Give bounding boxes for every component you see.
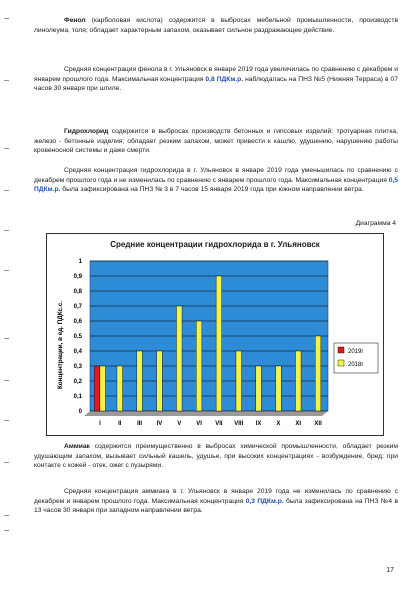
binding-margin-marks xyxy=(4,0,10,600)
bar-2018 xyxy=(137,351,143,411)
term-hydrochloride: Гидрохлорид xyxy=(64,128,109,135)
bar-2018 xyxy=(196,321,202,411)
bar-2018 xyxy=(157,351,163,411)
legend-swatch xyxy=(338,360,344,366)
y-tick-label: 0,1 xyxy=(73,394,82,400)
hydrochloride-max-value: 0,5 ПДКм.р. xyxy=(34,176,398,194)
paragraph-hydrochloride-definition xyxy=(34,127,398,156)
bar-2018 xyxy=(236,351,242,411)
ammonia-concentration-text-end: была зафиксирована на ПНЗ №4 в 13 часов 30 января при западном направлении ветра. xyxy=(34,497,399,515)
paragraph-phenol-concentration xyxy=(34,65,398,94)
x-tick-label: VII xyxy=(215,421,223,427)
x-tick-label: XI xyxy=(295,421,302,427)
ammonia-definition-text: содержится преимущественно в выбросах химической промышленности, обладает резким удушающим запахом, вызывает сильный кашель, удушье, при высоких концентрациях - возбуждение, бред; при контакте с кожей - отек, ожег с пузырями. xyxy=(34,443,398,470)
x-tick-label: IX xyxy=(255,421,262,427)
diagram-label: Диаграмма 4 xyxy=(355,220,396,227)
phenol-concentration-text-end: наблюдалась на ПНЗ №5 (Нижняя Терраса) в 07 часов 30 января при штиле. xyxy=(34,75,398,93)
x-tick-label: I xyxy=(99,421,101,427)
chart-title: Средние концентрации гидрохлорида в г. Ульяновск xyxy=(110,240,320,249)
x-tick-label: X xyxy=(276,421,281,427)
y-tick-label: 0,3 xyxy=(73,364,82,370)
hydrochloride-concentration-text: Средняя концентрация гидрохлорида в г. Ульяновск в январе 2019 года уменьшилась по сравнению с декабрем прошлого года и не изменилась по сравнению с январем прошлого года. Максимальная концентрация xyxy=(34,167,398,184)
term-phenol: Фенол xyxy=(64,17,86,24)
y-tick-label: 0 xyxy=(78,409,82,415)
ammonia-max-value: 0,3 ПДКм.р. xyxy=(245,497,284,505)
bar-2018 xyxy=(100,366,106,411)
legend-swatch xyxy=(338,347,344,353)
x-tick-label: VIII xyxy=(234,421,244,427)
phenol-definition-text: (карболовая кислота) содержится в выбросах мебельной промышленности, производств линолеума, толя; обладает характерным запахом, оказывает сильное раздражающее действие. xyxy=(34,17,398,34)
paragraph-ammonia-concentration xyxy=(34,487,398,516)
y-tick-label: 0,2 xyxy=(73,379,82,385)
plot-floor xyxy=(84,411,328,416)
bar-2018 xyxy=(216,276,222,411)
x-tick-label: V xyxy=(177,421,182,427)
legend-label: 2019г xyxy=(348,349,364,355)
y-tick-label: 0,9 xyxy=(73,274,82,280)
y-tick-label: 0,4 xyxy=(73,349,82,355)
x-tick-label: VI xyxy=(196,421,202,427)
y-tick-label: 0,5 xyxy=(73,334,82,340)
paragraph-ammonia-definition xyxy=(34,442,398,471)
bar-2018 xyxy=(176,306,182,411)
paragraph-phenol-definition xyxy=(34,16,398,35)
x-tick-label: IV xyxy=(156,421,163,427)
phenol-concentration-text: Средняя концентрация фенола в г. Ульяновск в январе 2019 года увеличилась по сравнению с декабрем и январем прошлого года. Максимальная концентрация xyxy=(34,66,398,83)
y-tick-label: 0,6 xyxy=(73,319,82,325)
x-tick-label: XII xyxy=(314,421,322,427)
bar-2018 xyxy=(256,366,262,411)
bar-2018 xyxy=(117,366,123,411)
phenol-max-value: 0,8 ПДКм.р. xyxy=(205,75,244,83)
x-tick-label: III xyxy=(137,421,143,427)
bar-2018 xyxy=(295,351,301,411)
bar-2018 xyxy=(276,366,282,411)
legend-label: 2018г xyxy=(348,362,364,368)
term-ammonia: Аммиак xyxy=(64,443,90,450)
y-tick-label: 0,7 xyxy=(73,304,82,310)
hydrochloride-chart xyxy=(46,233,384,436)
hydrochloride-concentration-text-end: была зафиксирована на ПНЗ № 3 в 7 часов 15 января 2019 года при южном направлении ветра. xyxy=(60,186,364,194)
y-tick-label: 1 xyxy=(78,259,82,265)
paragraph-hydrochloride-concentration xyxy=(34,166,398,195)
hydrochloride-definition-text: содержится в выбросах производств бетонных и гипсовых изделий: тротуарная плитка, железо - бетонные изделия; обладает резким запахом, может привести к кашлю, удушению, нарушению работы кровеносной системы и даже смерти. xyxy=(34,128,398,155)
bar-2019 xyxy=(94,366,100,411)
y-axis-label: Концентрации, в ед. ПДКс.с. xyxy=(57,300,64,390)
y-tick-label: 0,8 xyxy=(73,289,82,295)
ammonia-concentration-text: Средняя концентрация аммиака в г. Ульяновск в январе 2019 года не изменилась по сравнению с декабрем и январем прошлого года. Максимальная концентрация xyxy=(34,488,398,505)
x-tick-label: II xyxy=(118,421,122,427)
page-number: 17 xyxy=(386,567,394,574)
bar-2018 xyxy=(315,336,321,411)
